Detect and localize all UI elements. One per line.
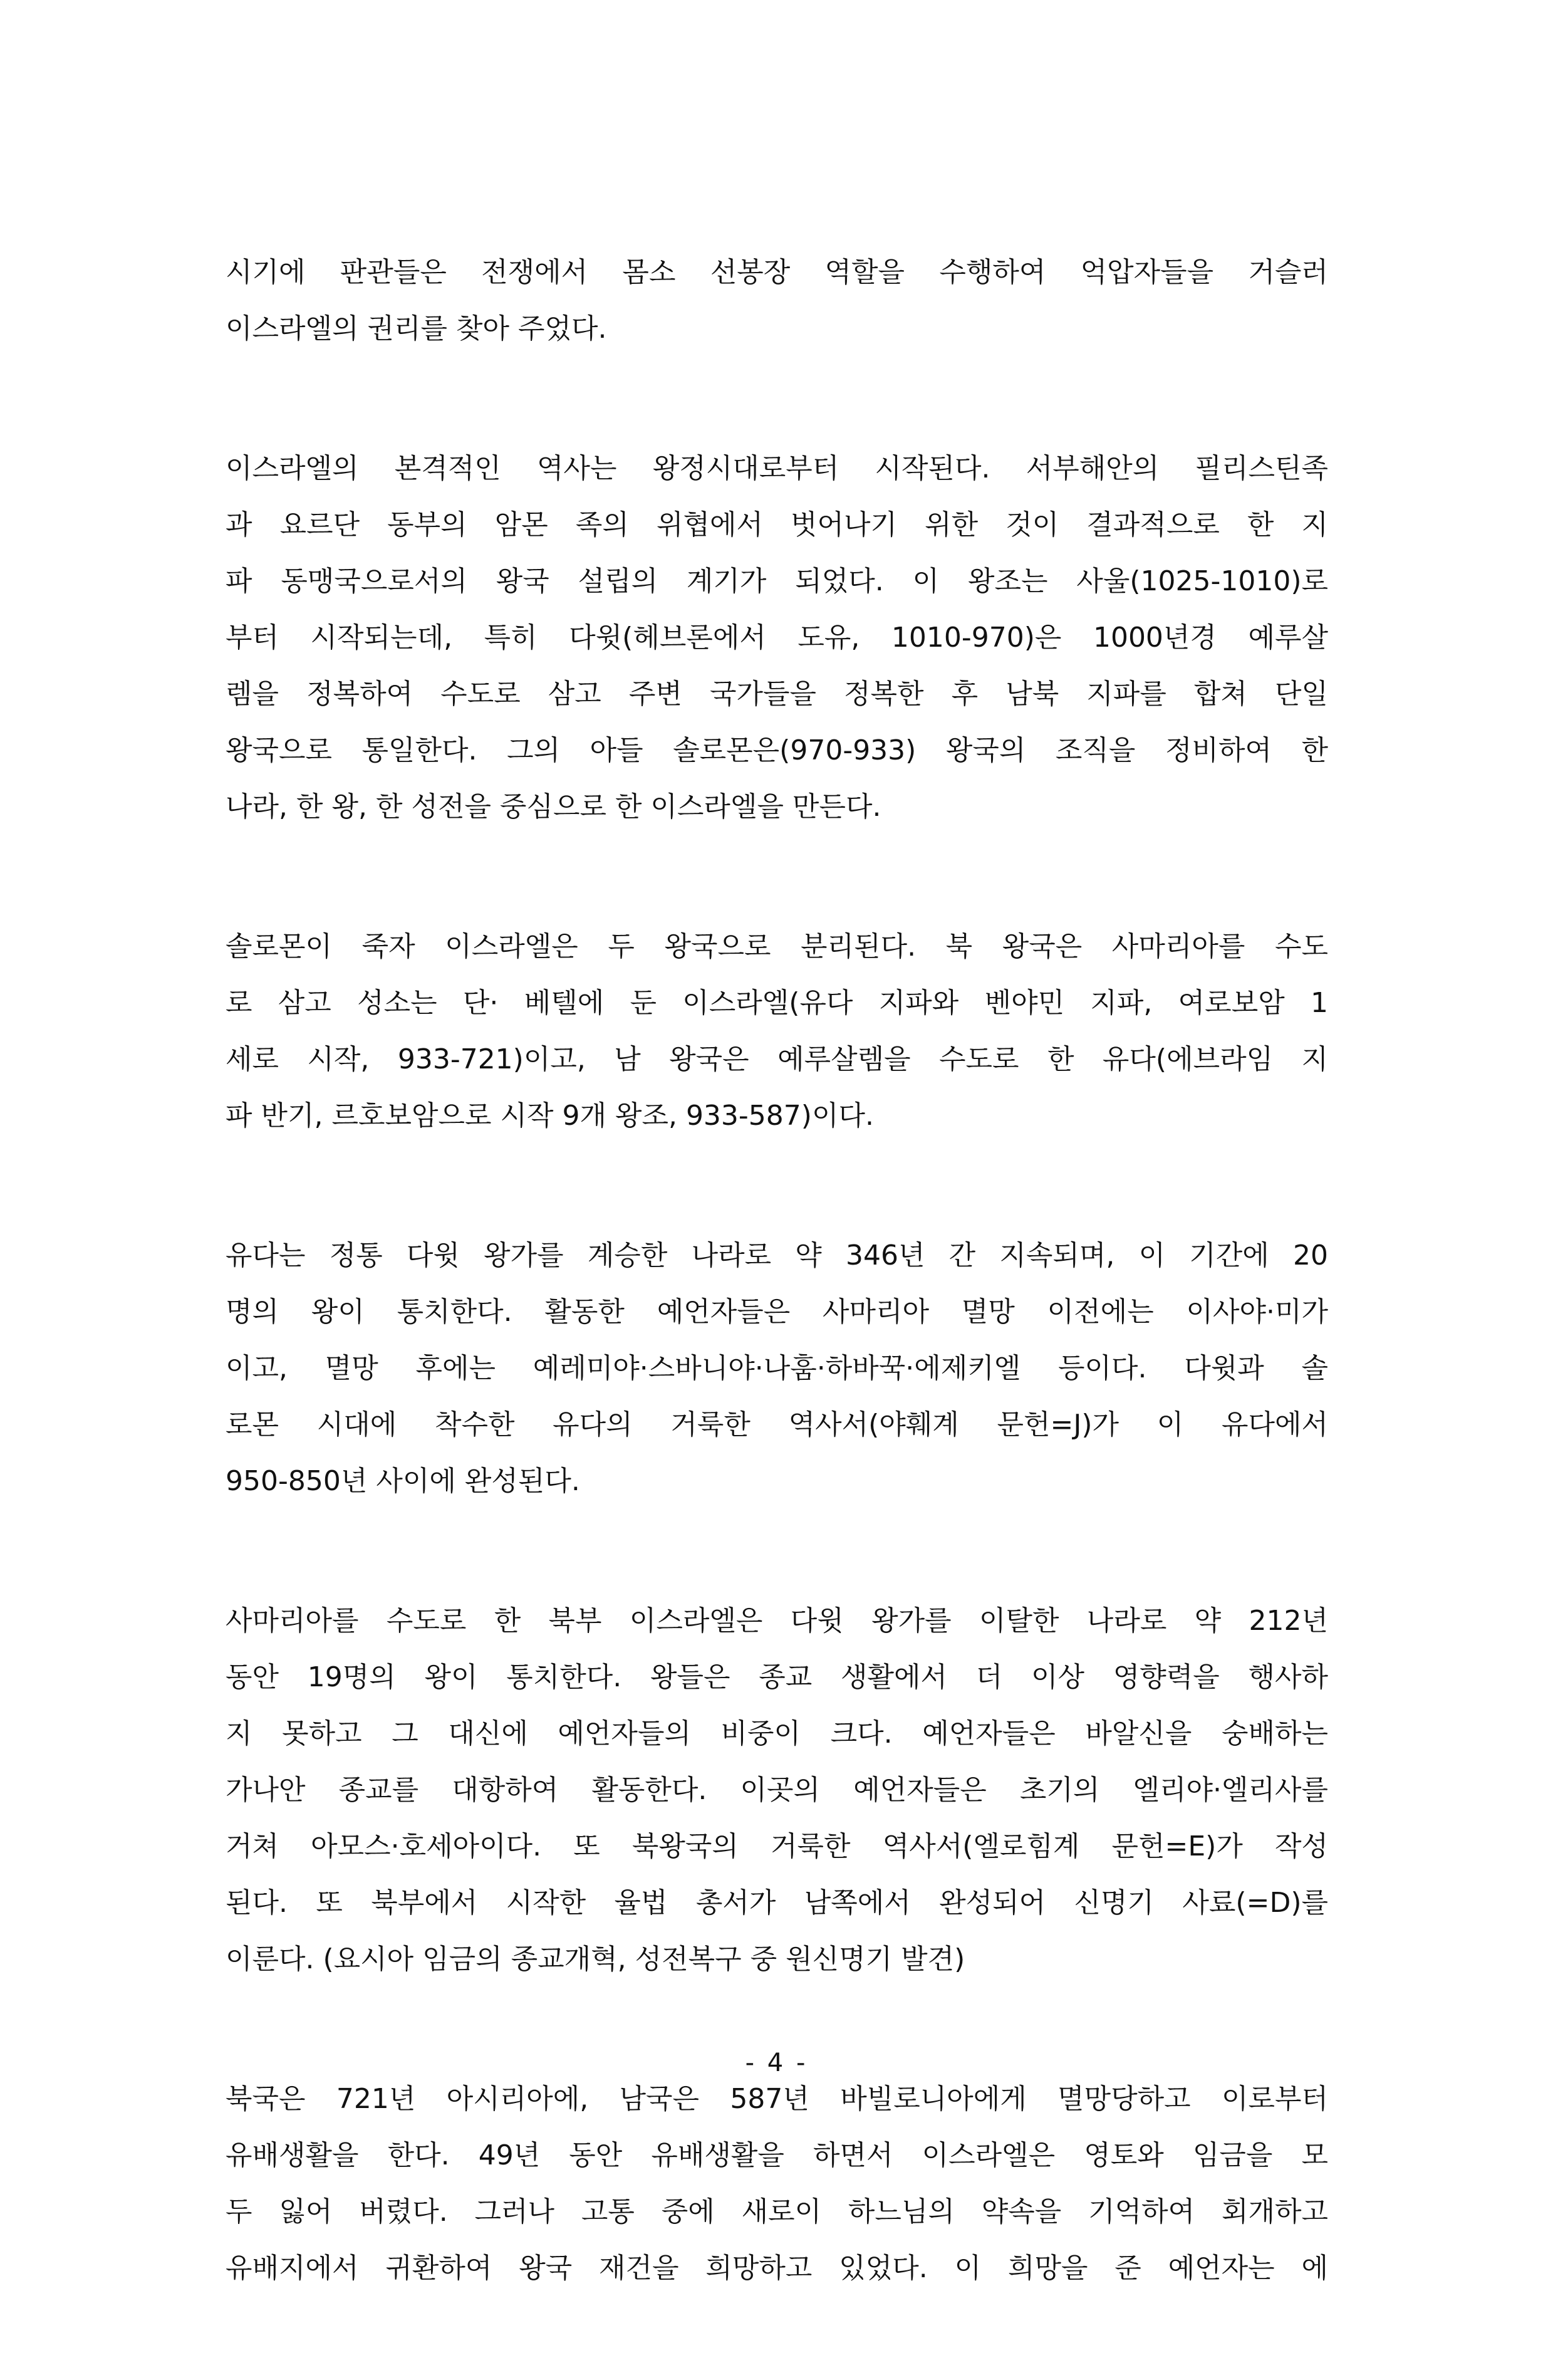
text-line: 이고, 멸망 후에는 예레미야·스바니야·나훔·하바꾹·에제키엘 등이다. 다윗과 솔 [226, 1352, 1328, 1384]
text-line: 이스라엘의 본격적인 역사는 왕정시대로부터 시작된다. 서부해안의 필리스틴족 [226, 452, 1328, 484]
text-line: 나라, 한 왕, 한 성전을 중심으로 한 이스라엘을 만든다. [226, 791, 881, 823]
text-line: 거쳐 아모스·호세아이다. 또 북왕국의 거룩한 역사서(엘로힘계 문헌=E)가 작성 [226, 1830, 1328, 1862]
paragraph-5 [226, 1593, 1328, 1988]
text-line: 된다. 또 북부에서 시작한 율법 총서가 남쪽에서 완성되어 신명기 사료(=D)를 [226, 1887, 1328, 1919]
text-line: 이스라엘의 권리를 찾아 주었다. [226, 313, 607, 345]
text-line: 부터 시작되는데, 특히 다윗(헤브론에서 도유, 1010-970)은 1000년경 예루살 [226, 622, 1328, 654]
text-line: 두 잃어 버렸다. 그러나 고통 중에 새로이 하느님의 약속을 기억하여 회개하고 [226, 2196, 1328, 2228]
text-line: 파 반기, 르호보암으로 시작 9개 왕조, 933-587)이다. [226, 1100, 874, 1132]
text-line: 동안 19명의 왕이 통치한다. 왕들은 종교 생활에서 더 이상 영향력을 행사하 [226, 1661, 1328, 1693]
text-line: 이룬다. (요시아 임금의 종교개혁, 성전복구 중 원신명기 발견) [226, 1943, 965, 1975]
text-line: 로 삼고 성소는 단· 베텔에 둔 이스라엘(유다 지파와 벤야민 지파, 여로보암 1 [226, 987, 1328, 1019]
text-line: 지 못하고 그 대신에 예언자들의 비중이 크다. 예언자들은 바알신을 숭배하는 [226, 1718, 1328, 1750]
text-line: 로몬 시대에 착수한 유다의 거룩한 역사서(야훼계 문헌=J)가 이 유다에서 [226, 1409, 1328, 1441]
text-line: 유배생활을 한다. 49년 동안 유배생활을 하면서 이스라엘은 영토와 임금을 모 [226, 2139, 1328, 2171]
text-line: 명의 왕이 통치한다. 활동한 예언자들은 사마리아 멸망 이전에는 이사야·미가 [226, 1296, 1328, 1328]
text-line: 가나안 종교를 대항하여 활동한다. 이곳의 예언자들은 초기의 엘리야·엘리사를 [226, 1774, 1328, 1806]
text-line: 시기에 판관들은 전쟁에서 몸소 선봉장 역할을 수행하여 억압자들을 거슬러 [226, 256, 1328, 288]
text-line: 왕국으로 통일한다. 그의 아들 솔로몬은(970-933) 왕국의 조직을 정비하여 한 [226, 734, 1328, 766]
text-line: 솔로몬이 죽자 이스라엘은 두 왕국으로 분리된다. 북 왕국은 사마리아를 수도 [226, 931, 1328, 963]
text-line: 사마리아를 수도로 한 북부 이스라엘은 다윗 왕가를 이탈한 나라로 약 212년 [226, 1605, 1328, 1637]
text-line: 유다는 정통 다윗 왕가를 계승한 나라로 약 346년 간 지속되며, 이 기간에 20 [226, 1240, 1328, 1271]
text-line: 과 요르단 동부의 암몬 족의 위협에서 벗어나기 위한 것이 결과적으로 한 지 [226, 509, 1328, 541]
paragraph-6 [226, 2071, 1328, 2297]
text-line: 북국은 721년 아시리아에, 남국은 587년 바빌로니아에게 멸망당하고 이로부터 [226, 2083, 1328, 2115]
text-line: 유배지에서 귀환하여 왕국 재건을 희망하고 있었다. 이 희망을 준 예언자는 에 [226, 2252, 1328, 2284]
text-line: 파 동맹국으로서의 왕국 설립의 계기가 되었다. 이 왕조는 사울(1025-1010)로 [226, 565, 1328, 597]
paragraph-3 [226, 919, 1328, 1144]
paragraph-2 [226, 441, 1328, 835]
text-line: 950-850년 사이에 완성된다. [226, 1465, 580, 1497]
page-number: - 4 - [745, 2049, 808, 2077]
text-line: 세로 시작, 933-721)이고, 남 왕국은 예루살렘을 수도로 한 유다(에브라임 지 [226, 1043, 1328, 1075]
text-line: 렘을 정복하여 수도로 삼고 주변 국가들을 정복한 후 남북 지파를 합쳐 단일 [226, 678, 1328, 710]
paragraph-1 [226, 244, 1328, 357]
paragraph-4 [226, 1228, 1328, 1510]
